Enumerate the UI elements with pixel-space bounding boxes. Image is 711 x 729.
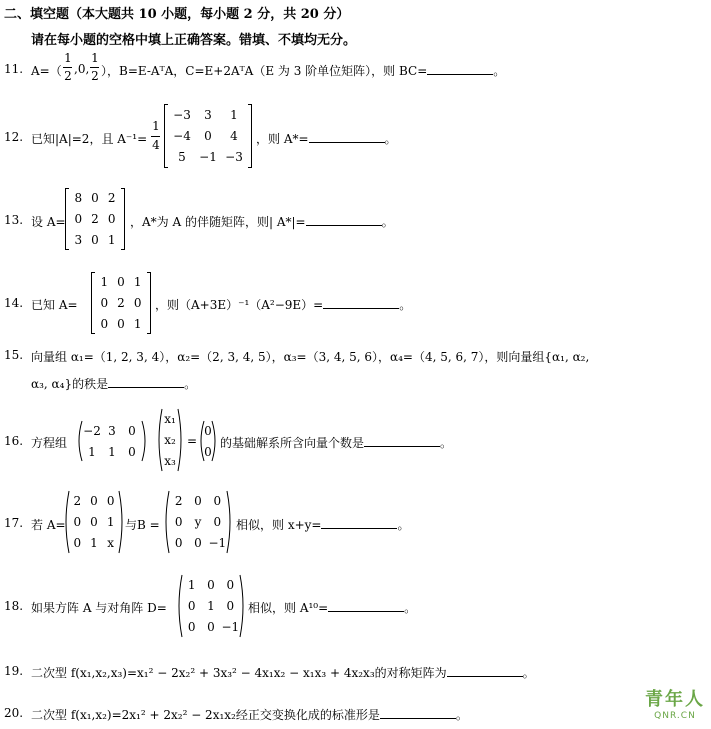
matrix-cell: 4 bbox=[230, 129, 238, 143]
answer-blank[interactable] bbox=[447, 675, 523, 677]
answer-blank[interactable] bbox=[380, 717, 456, 719]
question-number: 16. bbox=[4, 434, 24, 448]
matrix-cell: 2 bbox=[174, 493, 183, 508]
matrix-cell: 0 bbox=[128, 423, 136, 438]
unknown-vector bbox=[156, 408, 184, 472]
question-text: ，则（A+3E）⁻¹（A²−9E）= 。 bbox=[155, 298, 412, 312]
matrix-cell: 0 bbox=[204, 129, 212, 143]
right-paren bbox=[119, 491, 122, 553]
question-lead: 如果方阵 A 与对角阵 D= bbox=[31, 601, 167, 615]
matrix-cell: 2 bbox=[91, 212, 99, 226]
matrix-cell: x bbox=[107, 536, 115, 551]
answer-blank[interactable] bbox=[306, 224, 382, 226]
matrix-cell: 2 bbox=[117, 296, 125, 310]
matrix-cell: 0 bbox=[207, 577, 215, 592]
matrix-cell: 0 bbox=[187, 599, 196, 613]
matrix-cell: 0 bbox=[213, 493, 222, 508]
matrix-cell: −4 bbox=[173, 129, 191, 143]
question-number: 13. bbox=[4, 213, 24, 227]
matrix-cell: 1 bbox=[133, 275, 142, 290]
matrix-cell: x₂ bbox=[164, 433, 176, 447]
question-number: 19. bbox=[4, 664, 24, 678]
vector-a-prefix: A=（ bbox=[31, 64, 62, 78]
fraction-denominator: 2 bbox=[64, 69, 72, 83]
matrix-cell: 0 bbox=[194, 536, 202, 551]
matrix-cell: 0 bbox=[226, 599, 235, 613]
matrix-cell: 0 bbox=[207, 620, 215, 635]
right-paren bbox=[178, 409, 181, 471]
right-paren bbox=[212, 421, 215, 461]
left-bracket bbox=[66, 189, 70, 250]
matrix-cell: −3 bbox=[225, 150, 243, 165]
question-text: ，则 A*= 。 bbox=[256, 132, 397, 146]
left-bracket bbox=[165, 105, 169, 168]
matrix-cell: 0 bbox=[73, 536, 82, 551]
right-bracket bbox=[147, 273, 151, 334]
left-bracket bbox=[92, 273, 96, 334]
matrix-cell: 1 bbox=[207, 599, 215, 613]
matrix-cell: 1 bbox=[90, 536, 98, 551]
question-number: 20. bbox=[4, 706, 24, 720]
matrix-cell: 8 bbox=[74, 191, 83, 206]
answer-blank[interactable] bbox=[321, 527, 397, 529]
matrix-cell: 0 bbox=[100, 296, 109, 310]
fraction-bar bbox=[63, 67, 72, 68]
matrix-cell: 1 bbox=[187, 577, 196, 592]
fraction-bar bbox=[90, 67, 99, 68]
question-lead: 已知 A= bbox=[31, 298, 78, 312]
matrix-cell: 0 bbox=[74, 212, 83, 226]
section-instruction: 请在每小题的空格中填上正确答案。错填、不填均无分。 bbox=[31, 33, 357, 48]
matrix-cell: 0 bbox=[194, 493, 202, 508]
vector-middle: ,0, bbox=[74, 62, 90, 76]
right-paren bbox=[240, 575, 243, 637]
matrix-cell: 1 bbox=[108, 444, 116, 459]
answer-blank[interactable] bbox=[328, 610, 404, 612]
matrix-cell: 0 bbox=[213, 515, 222, 529]
right-bracket bbox=[121, 189, 125, 250]
matrix-cell: 0 bbox=[117, 275, 125, 290]
matrix-a bbox=[64, 188, 126, 250]
fraction-numerator: 1 bbox=[64, 51, 72, 65]
question-number: 14. bbox=[4, 296, 24, 310]
matrix-cell: 1 bbox=[133, 316, 142, 331]
question-lead: 设 A= bbox=[31, 215, 66, 229]
question-line-2: α₃, α₄}的秩是 。 bbox=[31, 377, 197, 391]
zero-vector bbox=[198, 420, 218, 462]
watermark-text: 青年人 bbox=[645, 689, 705, 710]
matrix-cell: 1 bbox=[106, 515, 115, 529]
matrix-cell: 0 bbox=[73, 515, 82, 529]
matrix-cell: 0 bbox=[133, 296, 142, 310]
question-line-1: 向量组 α₁=（1, 2, 3, 4），α₂=（2, 3, 4, 5），α₃=（3, 4, 5, 6），α₄=（4, 5, 6, 7），则向量组{α₁, α₂, bbox=[31, 350, 590, 364]
matrix-cell: 3 bbox=[204, 107, 212, 122]
matrix-cell: 0 bbox=[174, 515, 183, 529]
matrix-cell: 0 bbox=[107, 212, 116, 226]
answer-blank[interactable] bbox=[309, 141, 385, 143]
right-bracket bbox=[248, 105, 252, 168]
matrix-cell: 0 bbox=[174, 536, 183, 551]
matrix-a-inverse bbox=[163, 104, 253, 168]
matrix-cell: 0 bbox=[90, 493, 98, 508]
matrix-cell: 1 bbox=[230, 107, 238, 122]
matrix-cell: y bbox=[194, 515, 202, 529]
question-text: 二次型 f(x₁,x₂)=2x₁² + 2x₂² − 2x₁x₂经正交变换化成的标准形是 。 bbox=[31, 708, 468, 722]
matrix-cell: 0 bbox=[226, 577, 235, 592]
answer-blank[interactable] bbox=[108, 386, 184, 388]
question-number: 18. bbox=[4, 599, 24, 613]
question-lead: 已知|A|=2，且 A⁻¹= bbox=[31, 132, 148, 146]
section-heading: 二、填空题（本大题共 10 小题，每小题 2 分，共 20 分） bbox=[4, 7, 350, 22]
matrix-cell: 0 bbox=[117, 316, 125, 331]
answer-blank[interactable] bbox=[323, 307, 399, 309]
matrix-cell: 0 bbox=[204, 423, 212, 438]
answer-blank[interactable] bbox=[427, 73, 493, 75]
right-paren bbox=[142, 421, 145, 461]
question-number: 17. bbox=[4, 516, 24, 530]
matrix-cell: 2 bbox=[107, 191, 116, 206]
matrix-cell: 0 bbox=[90, 515, 98, 529]
matrix-cell: 0 bbox=[100, 316, 109, 331]
matrix-b bbox=[163, 490, 233, 554]
right-paren bbox=[227, 491, 230, 553]
matrix-cell: 1 bbox=[107, 232, 116, 247]
matrix-cell: x₃ bbox=[164, 454, 176, 469]
matrix-cell: 5 bbox=[178, 150, 186, 165]
answer-blank[interactable] bbox=[364, 445, 440, 447]
matrix-a bbox=[90, 272, 152, 334]
question-number: 15. bbox=[4, 348, 24, 362]
question-text: 相似，则 A¹⁰= 。 bbox=[248, 601, 417, 615]
matrix-cell: −1 bbox=[208, 536, 227, 551]
question-text: ，A*为 A 的伴随矩阵，则| A*|= 。 bbox=[130, 215, 394, 229]
matrix-cell: −3 bbox=[173, 107, 191, 122]
matrix-cell: 1 bbox=[88, 444, 96, 459]
diagonal-matrix-d bbox=[176, 574, 246, 638]
matrix-cell: 2 bbox=[73, 493, 82, 508]
fraction-denominator: 2 bbox=[91, 69, 99, 83]
fraction-denominator: 4 bbox=[152, 138, 160, 152]
matrix-cell: −1 bbox=[199, 150, 217, 165]
coefficient-matrix bbox=[76, 420, 148, 462]
fraction-numerator: 1 bbox=[91, 51, 99, 65]
matrix-a bbox=[63, 490, 125, 554]
question-text: 相似，则 x+y= 。 bbox=[236, 518, 410, 532]
watermark-domain: QNR.CN bbox=[654, 711, 696, 721]
matrix-cell: 0 bbox=[187, 620, 196, 635]
question-number: 12. bbox=[4, 130, 24, 144]
question-text: ），B=E-AᵀA，C=E+2AᵀA（E 为 3 阶单位矩阵），则 BC= 。 bbox=[101, 64, 506, 78]
fraction-bar bbox=[151, 136, 160, 137]
matrix-cell: −1 bbox=[221, 620, 240, 635]
question-mid: 与B = bbox=[125, 518, 160, 532]
matrix-cell: 0 bbox=[128, 444, 136, 459]
matrix-cell: 0 bbox=[91, 232, 99, 247]
equals-sign: = bbox=[187, 434, 198, 448]
matrix-cell: −2 bbox=[83, 423, 101, 438]
fraction-numerator: 1 bbox=[152, 119, 160, 133]
matrix-cell: 3 bbox=[108, 423, 116, 438]
question-lead: 方程组 bbox=[31, 436, 68, 450]
question-text: 二次型 f(x₁,x₂,x₃)=x₁² − 2x₂² + 3x₃² − 4x₁x₂ − x₁x₃ + 4x₂x₃的对称矩阵为 。 bbox=[31, 666, 535, 680]
watermark-logo bbox=[645, 685, 705, 721]
matrix-cell: 0 bbox=[106, 493, 115, 508]
matrix-cell: x₁ bbox=[164, 411, 176, 426]
matrix-cell: 1 bbox=[100, 275, 109, 290]
question-lead: 若 A= bbox=[31, 518, 66, 532]
matrix-cell: 3 bbox=[74, 232, 83, 247]
question-number: 11. bbox=[4, 62, 24, 76]
matrix-cell: 0 bbox=[91, 191, 99, 206]
matrix-cell: 0 bbox=[204, 444, 212, 459]
question-text: 的基础解系所含向量个数是 。 bbox=[220, 436, 453, 450]
